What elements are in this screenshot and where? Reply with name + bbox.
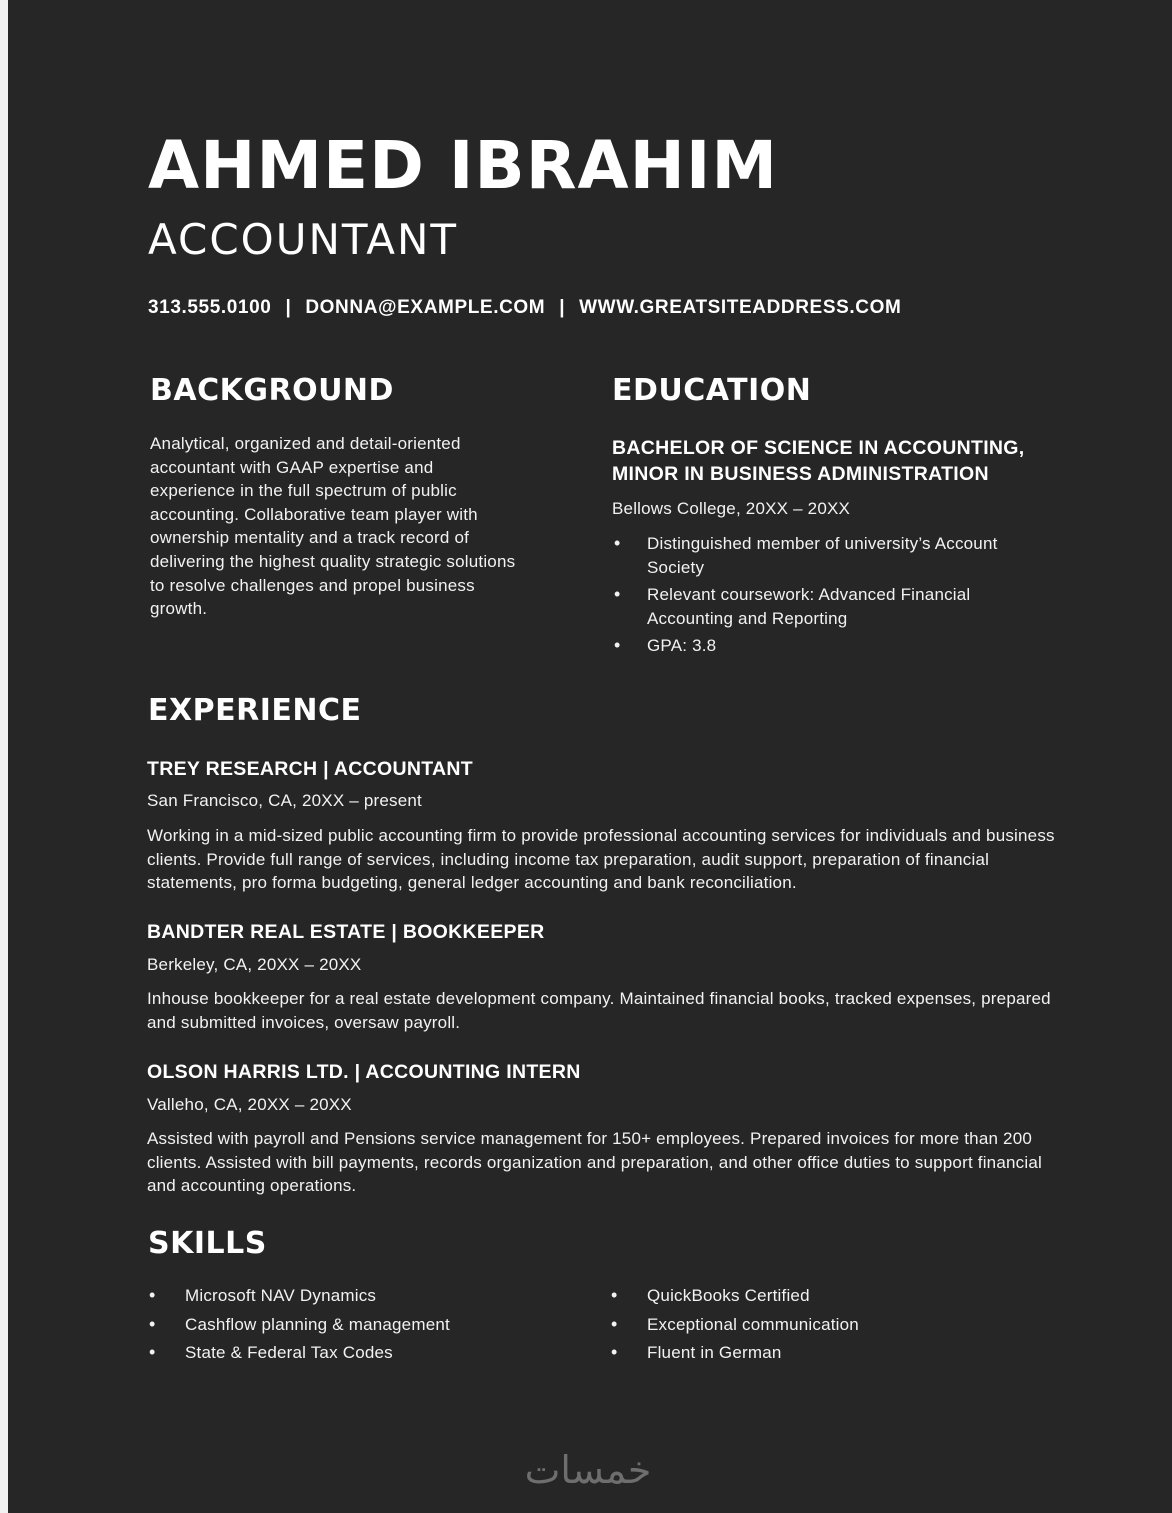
- list-item: • Relevant coursework: Advanced Financial Accounting and Reporting: [612, 583, 1032, 630]
- watermark-logo: خمسات: [524, 1448, 652, 1492]
- school-info: Bellows College, 20XX – 20XX: [612, 499, 851, 518]
- contact-separator: |: [285, 297, 292, 318]
- degree-title: BACHELOR OF SCIENCE IN ACCOUNTING, MINOR IN BUSINESS ADMINISTRATION: [612, 437, 1025, 485]
- phone-number: 313.555.0100: [148, 297, 272, 318]
- contact-line: [148, 295, 901, 321]
- job-location: Valleho, CA, 20XX – 20XX: [147, 1095, 352, 1114]
- list-item: • Exceptional communication: [609, 1313, 1029, 1342]
- skills-list-left: [147, 1284, 567, 1370]
- resume-page: [8, 0, 1172, 1513]
- website-address: WWW.GREATSITEADDRESS.COM: [579, 297, 902, 318]
- job-description: Inhouse bookkeeper for a real estate development company. Maintained financial books, tracked expenses, prepared and submitted invoices, oversaw payroll.: [147, 989, 1051, 1032]
- job-title: OLSON HARRIS LTD. | ACCOUNTING INTERN: [147, 1061, 581, 1083]
- skills-heading: SKILLS: [148, 1226, 267, 1261]
- list-item: • Cashflow planning & management: [147, 1313, 567, 1342]
- candidate-name: AHMED IBRAHIM: [148, 127, 779, 204]
- list-item: • Fluent in German: [609, 1341, 1029, 1370]
- background-heading: BACKGROUND: [150, 373, 394, 408]
- job-title: TREY RESEARCH | ACCOUNTANT: [147, 758, 473, 780]
- list-item: • Distinguished member of university’s Account Society: [612, 532, 1032, 579]
- experience-heading: EXPERIENCE: [148, 693, 362, 728]
- education-bullets: [612, 532, 1032, 662]
- job-location: Berkeley, CA, 20XX – 20XX: [147, 955, 362, 974]
- email-address: DONNA@EXAMPLE.COM: [305, 297, 546, 318]
- job-title: BANDTER REAL ESTATE | BOOKKEEPER: [147, 921, 545, 943]
- list-item: • State & Federal Tax Codes: [147, 1341, 567, 1370]
- list-item: • Microsoft NAV Dynamics: [147, 1284, 567, 1313]
- background-text: Analytical, organized and detail-oriented accountant with GAAP expertise and experience in the full spectrum of public accounting. Collaborative team player with ownership mentality and a track record of delivering the highest quality strategic solutions to resolve challenges and propel business growth.: [150, 434, 516, 619]
- list-item: • GPA: 3.8: [612, 634, 1032, 658]
- list-item: • QuickBooks Certified: [609, 1284, 1029, 1313]
- skills-list-right: [609, 1284, 1029, 1370]
- contact-separator: |: [559, 297, 566, 318]
- education-heading: EDUCATION: [612, 373, 812, 408]
- job-location: San Francisco, CA, 20XX – present: [147, 791, 422, 810]
- candidate-title: ACCOUNTANT: [148, 215, 459, 264]
- job-description: Assisted with payroll and Pensions service management for 150+ employees. Prepared invoices for more than 200 clients. Assisted with bill payments, records organization and preparation, and other office duties to support financial and accounting operations.: [147, 1129, 1042, 1196]
- job-description: Working in a mid-sized public accounting firm to provide professional accounting services for individuals and business clients. Provide full range of services, including income tax preparation, audit support, preparation of financial statements, pro forma budgeting, general ledger accounting and bank reconciliation.: [147, 826, 1055, 893]
